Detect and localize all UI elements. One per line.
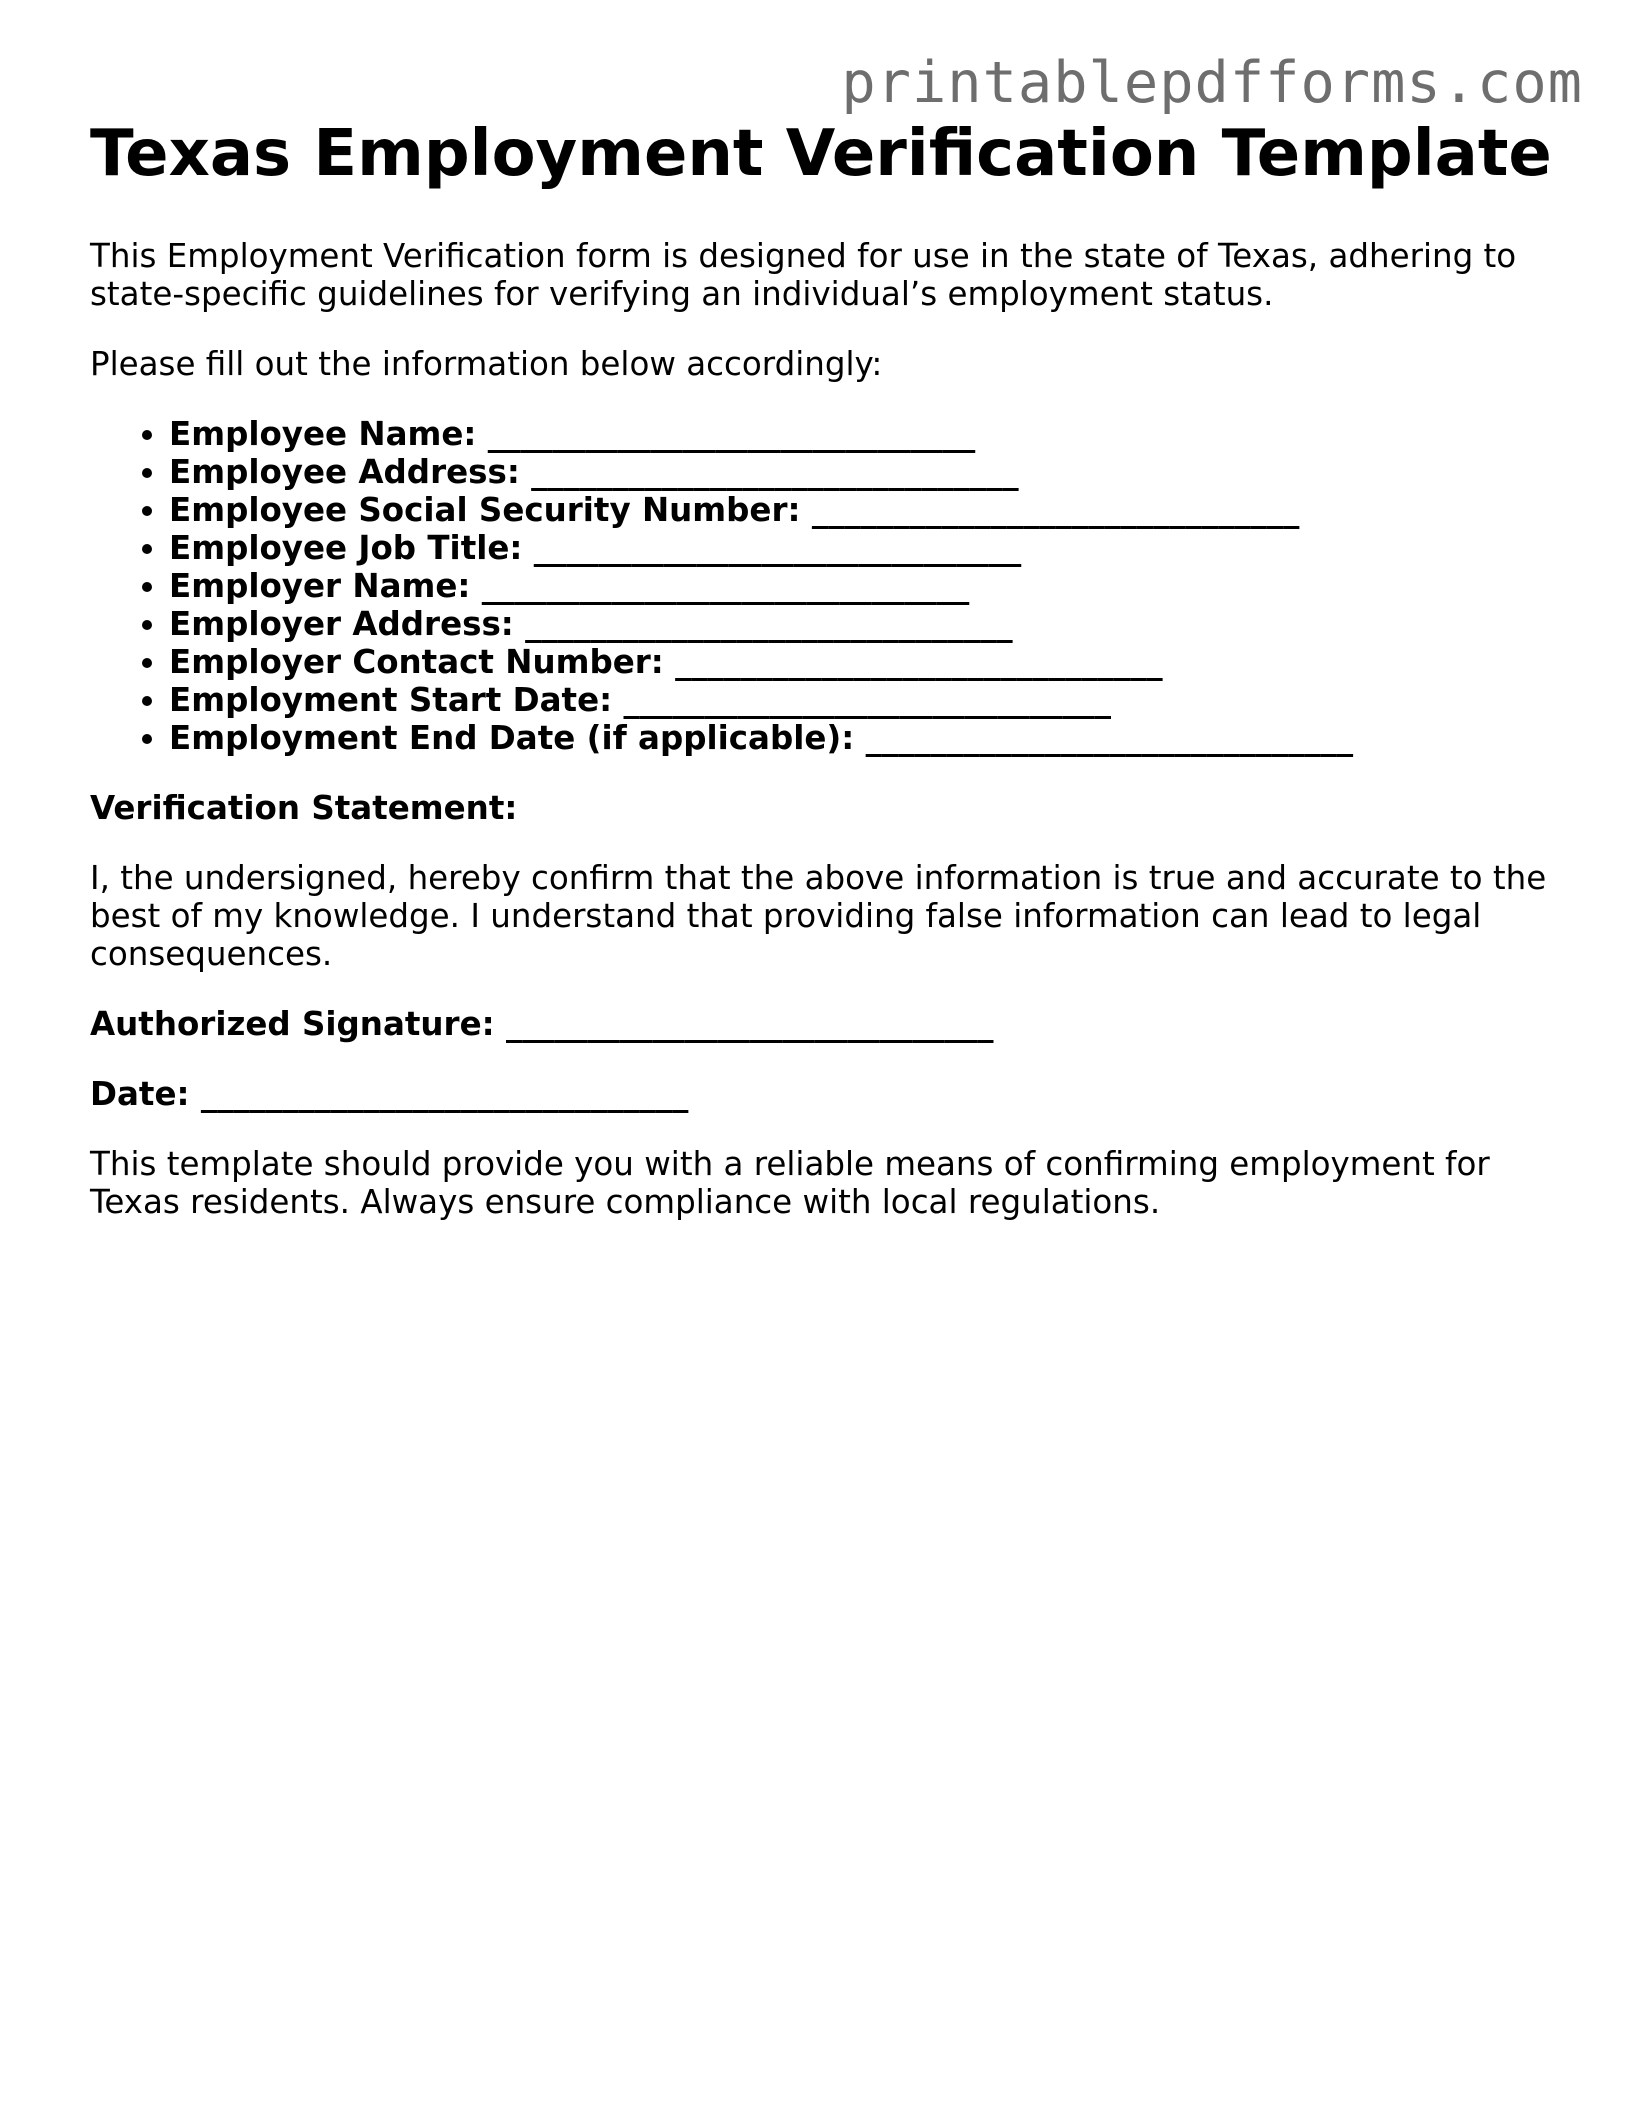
date-label: Date: bbox=[90, 1075, 190, 1113]
field-label: Employer Name: bbox=[169, 567, 471, 605]
field-blank[interactable]: ______________________________ bbox=[481, 567, 970, 605]
field-label: Employee Social Security Number: bbox=[169, 491, 801, 529]
field-employee-name bbox=[169, 415, 1560, 453]
field-label: Employee Address: bbox=[169, 453, 520, 491]
instruction-paragraph: Please fill out the information below accordingly: bbox=[90, 345, 883, 383]
field-employee-address bbox=[169, 453, 1560, 491]
document-body bbox=[90, 116, 1560, 1253]
intro-paragraph: This Employment Verification form is designed for use in the state of Texas, adhering to state-specific guidelines for verifying an individual’s employment status. bbox=[90, 237, 1517, 313]
field-label: Employment End Date (if applicable): bbox=[169, 719, 855, 757]
field-blank[interactable]: ______________________________ bbox=[623, 681, 1111, 719]
field-blank[interactable]: ______________________________ bbox=[531, 453, 1019, 491]
field-employer-contact-number bbox=[169, 643, 1560, 681]
closing-paragraph: This template should provide you with a reliable means of confirming employment for Texas residents. Always ensure compliance with local regulations. bbox=[90, 1145, 1490, 1221]
field-blank[interactable]: ______________________________ bbox=[865, 719, 1354, 757]
field-label: Employer Address: bbox=[169, 605, 514, 643]
page-title: Texas Employment Verification Template bbox=[90, 117, 1552, 191]
date-line bbox=[90, 1075, 1560, 1113]
field-label: Employer Contact Number: bbox=[169, 643, 664, 681]
verification-text: I, the undersigned, hereby confirm that the above information is true and accurate to the best of my knowledge. I understand that providing false information can lead to legal consequences. bbox=[90, 859, 1547, 973]
field-label: Employment Start Date: bbox=[169, 681, 613, 719]
field-employment-end-date bbox=[169, 719, 1560, 757]
field-blank[interactable]: ______________________________ bbox=[675, 643, 1163, 681]
field-employee-job-title bbox=[169, 529, 1560, 567]
field-employment-start-date bbox=[169, 681, 1560, 719]
field-blank[interactable]: ______________________________ bbox=[811, 491, 1300, 529]
field-label: Employee Name: bbox=[169, 415, 477, 453]
field-blank[interactable]: ______________________________ bbox=[533, 529, 1022, 567]
field-blank[interactable]: ______________________________ bbox=[487, 415, 976, 453]
field-list bbox=[90, 415, 1560, 757]
watermark: printablepdfforms.com bbox=[841, 50, 1583, 116]
signature-line bbox=[90, 1005, 1560, 1043]
verification-heading: Verification Statement: bbox=[90, 789, 518, 827]
field-blank[interactable]: ______________________________ bbox=[525, 605, 1013, 643]
field-employer-name bbox=[169, 567, 1560, 605]
field-employee-ssn bbox=[169, 491, 1560, 529]
date-blank[interactable]: ______________________________ bbox=[200, 1075, 689, 1113]
field-employer-address bbox=[169, 605, 1560, 643]
signature-label: Authorized Signature: bbox=[90, 1005, 495, 1043]
field-label: Employee Job Title: bbox=[169, 529, 523, 567]
signature-blank[interactable]: ______________________________ bbox=[505, 1005, 994, 1043]
